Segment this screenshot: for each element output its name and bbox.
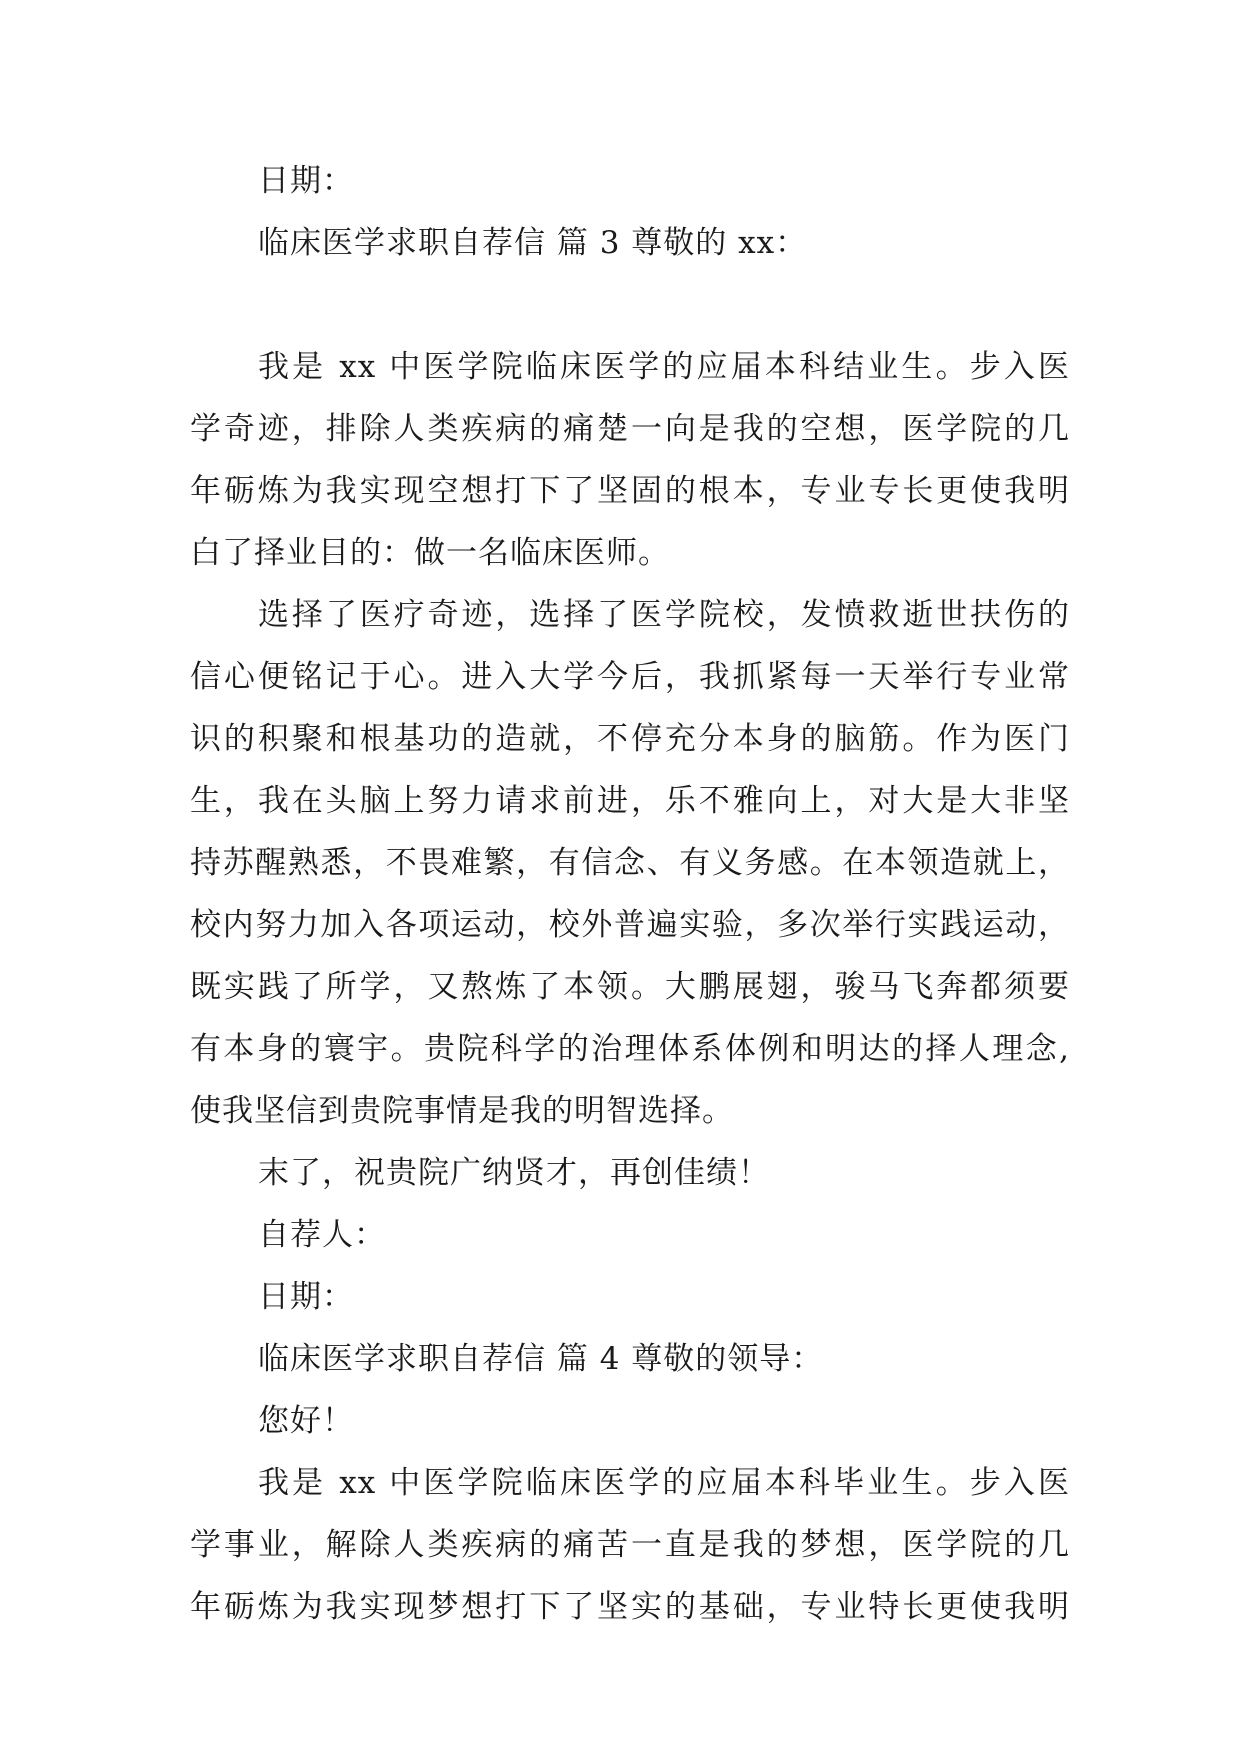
paragraph-line: 年砺炼为我实现梦想打下了坚实的基础，专业特长更使我明 bbox=[190, 1589, 1070, 1625]
paragraph-line: 年砺炼为我实现空想打下了坚固的根本，专业专长更使我明 bbox=[190, 473, 1070, 509]
paragraph-line: 有本身的寰宇。贵院科学的治理体系体例和明达的择人理念, bbox=[190, 1031, 1070, 1067]
paragraph-line: 学事业，解除人类疾病的痛苦一直是我的梦想，医学院的几 bbox=[190, 1527, 1070, 1563]
date-label: 日期： bbox=[258, 1279, 354, 1315]
paragraph-line: 识的积聚和根基功的造就，不停充分本身的脑筋。作为医门 bbox=[190, 721, 1070, 757]
greeting-line: 您好！ bbox=[258, 1403, 354, 1439]
letter-3-body bbox=[190, 336, 1070, 1638]
paragraph-line: 信心便铭记于心。进入大学今后，我抓紧每一天举行专业常 bbox=[190, 659, 1070, 695]
date-label: 日期： bbox=[258, 163, 354, 199]
paragraph-line: 生，我在头脑上努力请求前进，乐不雅向上，对大是大非坚 bbox=[190, 783, 1070, 819]
signature-label: 自荐人： bbox=[258, 1217, 386, 1253]
closing-line: 末了，祝贵院广纳贤才，再创佳绩！ bbox=[258, 1155, 770, 1191]
paragraph-line: 校内努力加入各项运动，校外普遍实验，多次举行实践运动， bbox=[190, 907, 1070, 943]
paragraph-line: 使我坚信到贵院事情是我的明智选择。 bbox=[190, 1093, 734, 1129]
letter-3-heading: 临床医学求职自荐信 篇 3 尊敬的 xx： bbox=[258, 225, 808, 261]
paragraph-line: 我是 xx 中医学院临床医学的应届本科毕业生。步入医 bbox=[258, 1465, 1070, 1501]
paragraph-line: 我是 xx 中医学院临床医学的应届本科结业生。步入医 bbox=[258, 349, 1070, 385]
paragraph-line: 选择了医疗奇迹，选择了医学院校，发愤救逝世扶伤的 bbox=[258, 597, 1070, 633]
paragraph-line: 白了择业目的：做一名临床医师。 bbox=[190, 535, 670, 571]
paragraph-line: 持苏醒熟悉，不畏难繁，有信念、有义务感。在本领造就上， bbox=[190, 845, 1070, 881]
document-body bbox=[190, 150, 1070, 274]
paragraph-line: 学奇迹，排除人类疾病的痛楚一向是我的空想，医学院的几 bbox=[190, 411, 1070, 447]
letter-4-heading: 临床医学求职自荐信 篇 4 尊敬的领导： bbox=[258, 1341, 824, 1377]
paragraph-line: 既实践了所学，又熬炼了本领。大鹏展翅，骏马飞奔都须要 bbox=[190, 969, 1070, 1005]
